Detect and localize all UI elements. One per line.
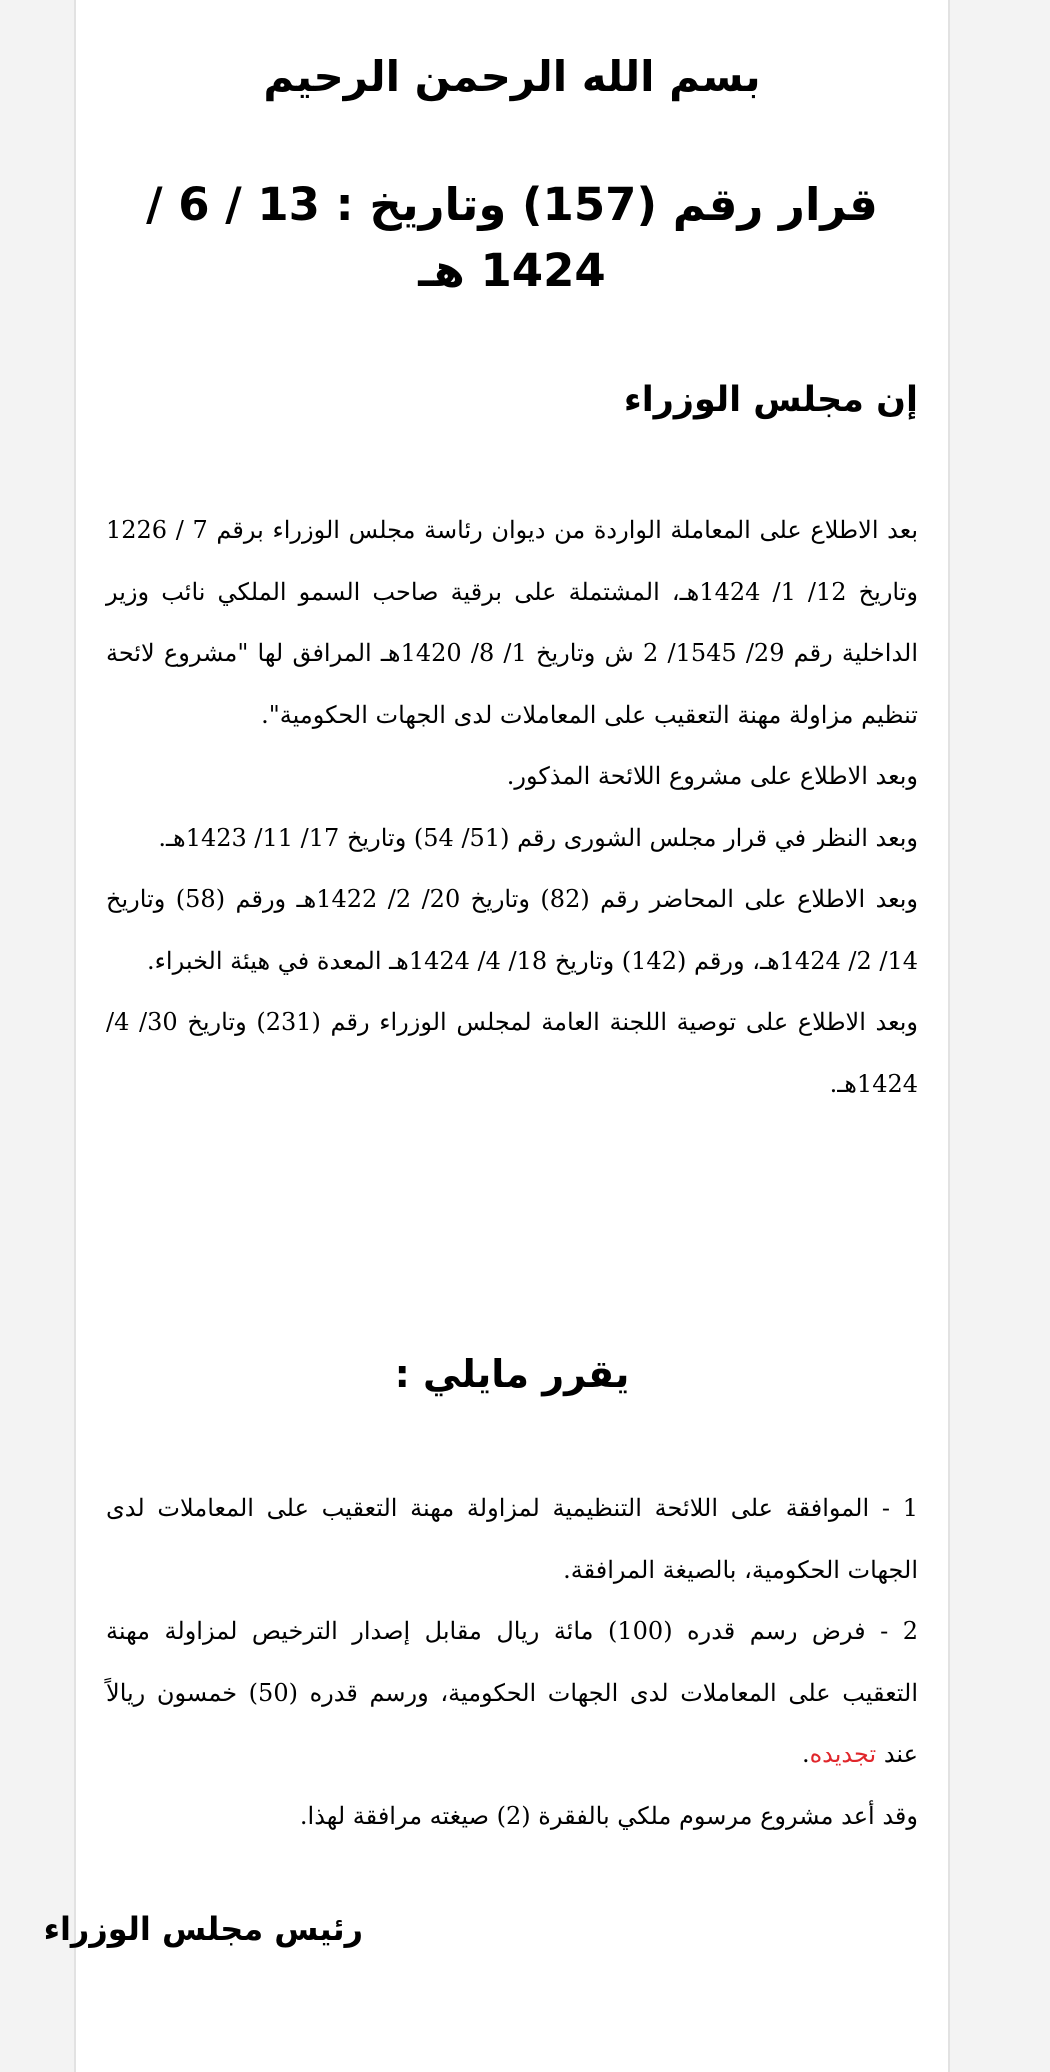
decision-item-1: 1 - الموافقة على اللائحة التنظيمية لمزاولة مهنة التعقيب على المعاملات لدى الجهات الحكومية، بالصيغة المرافقة. [106, 1494, 918, 1584]
paragraph: وبعد الاطلاع على توصية اللجنة العامة لمجلس الوزراء رقم (231) وتاريخ 30/ 4/ 1424هـ. [106, 1008, 919, 1098]
renewal-link[interactable]: تجديده [809, 1740, 877, 1768]
decision-items [106, 1478, 918, 1847]
basmala-heading: بسم الله الرحمن الرحيم [263, 52, 761, 101]
paragraph: وبعد النظر في قرار مجلس الشورى رقم (51/ 54) وتاريخ 17/ 11/ 1423هـ. [158, 823, 918, 852]
paragraph: وبعد الاطلاع على المحاضر رقم (82) وتاريخ 20/ 2/ 1422هـ ورقم (58) وتاريخ 14/ 2/ 1424هـ، ورقم (142) وتاريخ 18/ 4/ 1424هـ المعدة في هيئة الخبراء. [106, 885, 919, 975]
paragraph: وبعد الاطلاع على مشروع اللائحة المذكور. [506, 762, 918, 790]
council-heading: إن مجلس الوزراء [623, 380, 918, 420]
signature-title: رئيس مجلس الوزراء [43, 1910, 363, 1948]
decides-heading: يقرر مايلي : [394, 1352, 630, 1396]
document-page [43, 0, 950, 2072]
closing-paragraph: وقد أعد مشروع مرسوم ملكي بالفقرة (2) صيغته مرافقة لهذا. [299, 1801, 918, 1830]
decision-item-2 [106, 1601, 918, 1786]
decision-title: قرار رقم (157) وتاريخ : 13 / 6 / 1424 هـ [146, 178, 878, 297]
paragraph: بعد الاطلاع على المعاملة الواردة من ديوان رئاسة مجلس الوزراء برقم 7 / 1226 وتاريخ 12/ 1/ 1424هـ، المشتملة على برقية صاحب السمو الملكي نائب وزير الداخلية رقم 29/ 1545/ 2 ش وتاريخ 1/ 8/ 1420هـ المرافق لها "مشروع لائحة تنظيم مزاولة مهنة التعقيب على المعاملات لدى الجهات الحكومية". [106, 516, 919, 729]
decision-item-2-text: 2 - فرض رسم قدره (100) مائة ريال مقابل إصدار الترخيص لمزاولة مهنة التعقيب على المعاملات لدى الجهات الحكومية، ورسم قدره (50) خمسون ريالاً عند [106, 1617, 919, 1768]
preamble-paragraphs [106, 500, 918, 1115]
decision-item-2-end: . [801, 1740, 810, 1768]
